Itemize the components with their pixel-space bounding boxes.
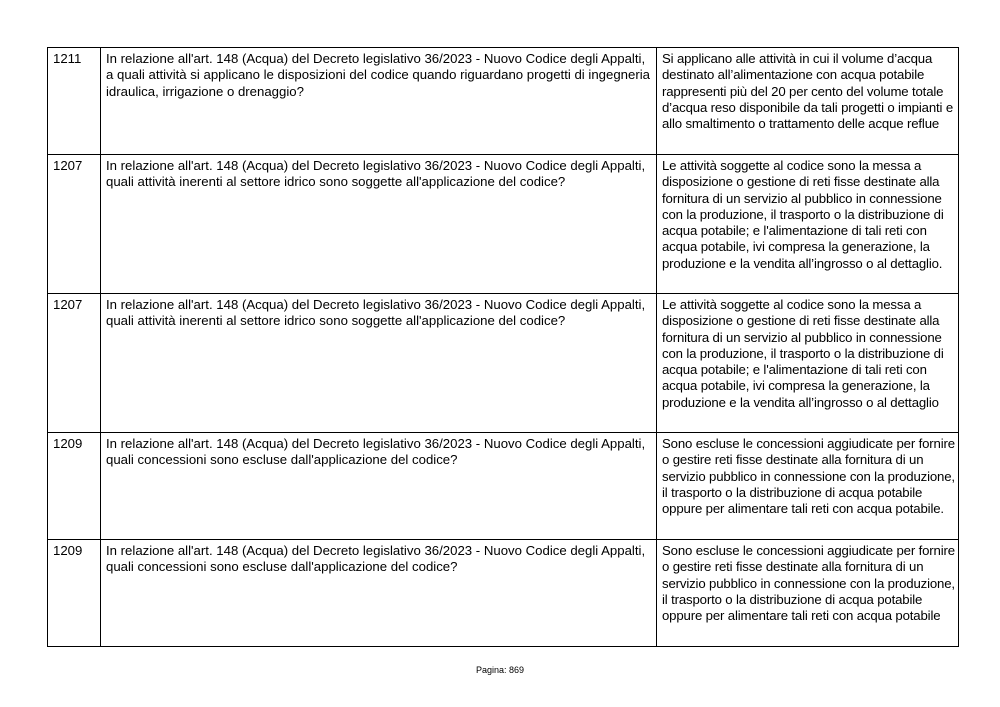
question-id: 1207 [48,294,101,433]
question-text: In relazione all'art. 148 (Acqua) del Decreto legislativo 36/2023 - Nuovo Codice degli Appalti, quali concessioni sono escluse dall'applicazione del codice? [101,540,657,647]
page-number: Pagina: 869 [475,665,525,675]
answer-text: Si applicano alle attività in cui il volume d’acqua destinato all’alimentazione con acqua potabile rappresenti più del 20 per cento del volume totale d’acqua reso disponibile da tali progetti o impianti e allo smaltimento o trattamento delle acque reflue [657,48,959,155]
answer-text: Le attività soggette al codice sono la messa a disposizione o gestione di reti fisse destinate alla fornitura di un servizio al pubblico in connessione con la produzione, il trasporto o la distribuzione di acqua potabile; e l'alimentazione di tali reti con acqua potabile, ivi compresa la generazione, la produzione e la vendita all’ingrosso o al dettaglio. [657,155,959,294]
answer-text: Le attività soggette al codice sono la messa a disposizione o gestione di reti fisse destinate alla fornitura di un servizio al pubblico in connessione con la produzione, il trasporto o la distribuzione di acqua potabile; e l'alimentazione di tali reti con acqua potabile, ivi compresa la generazione, la produzione e la vendita all’ingrosso o al dettaglio [657,294,959,433]
table-row [48,48,959,155]
question-text: In relazione all'art. 148 (Acqua) del Decreto legislativo 36/2023 - Nuovo Codice degli Appalti, quali concessioni sono escluse dall'applicazione del codice? [101,433,657,540]
answer-text: Sono escluse le concessioni aggiudicate per fornire o gestire reti fisse destinate alla fornitura di un servizio pubblico in connessione con la produzione, il trasporto o la distribuzione di acqua potabile oppure per alimentare tali reti con acqua potabile. [657,433,959,540]
table-row [48,294,959,433]
question-text: In relazione all'art. 148 (Acqua) del Decreto legislativo 36/2023 - Nuovo Codice degli Appalti, quali attività inerenti al settore idrico sono soggette all'applicazione del codice? [101,294,657,433]
table-row [48,155,959,294]
questions-table [47,47,959,647]
question-id: 1209 [48,433,101,540]
table-row [48,540,959,647]
question-id: 1209 [48,540,101,647]
question-text: In relazione all'art. 148 (Acqua) del Decreto legislativo 36/2023 - Nuovo Codice degli Appalti, a quali attività si applicano le disposizioni del codice quando riguardano progetti di ingegneria idraulica, irrigazione o drenaggio? [101,48,657,155]
question-id: 1211 [48,48,101,155]
question-text: In relazione all'art. 148 (Acqua) del Decreto legislativo 36/2023 - Nuovo Codice degli Appalti, quali attività inerenti al settore idrico sono soggette all'applicazione del codice? [101,155,657,294]
table-row [48,433,959,540]
answer-text: Sono escluse le concessioni aggiudicate per fornire o gestire reti fisse destinate alla fornitura di un servizio pubblico in connessione con la produzione, il trasporto o la distribuzione di acqua potabile oppure per alimentare tali reti con acqua potabile [657,540,959,647]
question-id: 1207 [48,155,101,294]
